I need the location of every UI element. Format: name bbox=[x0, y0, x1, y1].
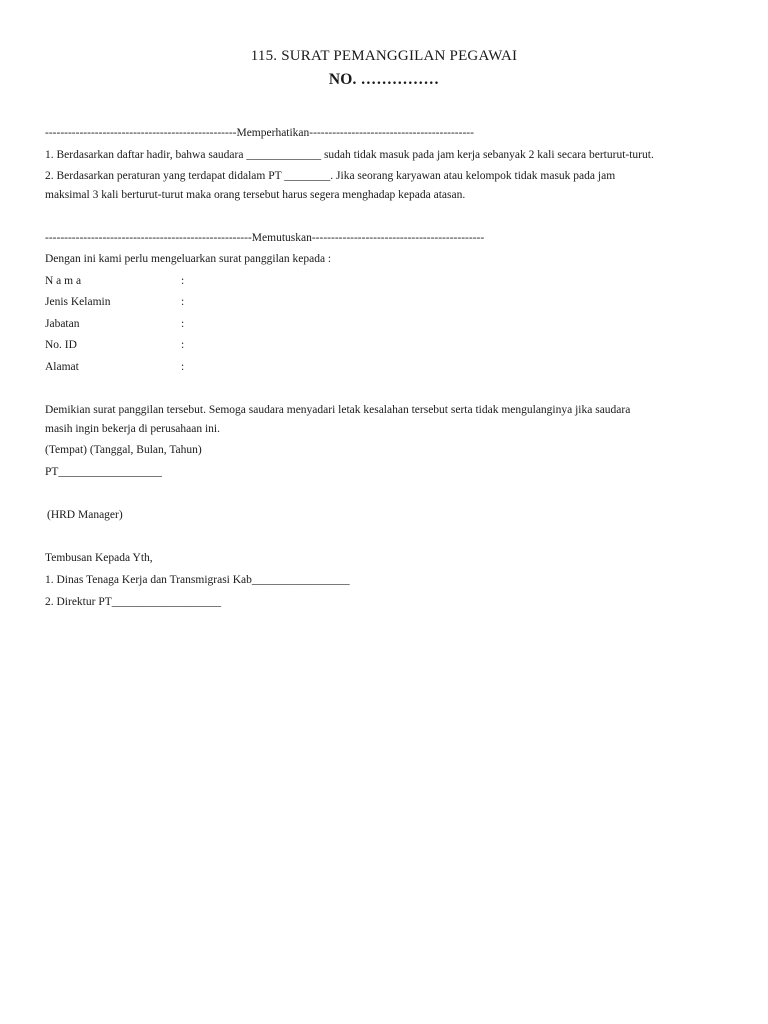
cc-item-2: 2. Direktur PT___________________ bbox=[45, 596, 222, 608]
cc-heading: Tembusan Kepada Yth, bbox=[45, 552, 153, 564]
letter-title: 115. SURAT PEMANGGILAN PEGAWAI bbox=[250, 48, 518, 64]
field-label-address: Alamat bbox=[45, 361, 79, 373]
field-label-position: Jabatan bbox=[45, 318, 80, 330]
decision-intro: Dengan ini kami perlu mengeluarkan surat panggilan kepada : bbox=[45, 253, 332, 265]
field-label-name: N a m a bbox=[45, 275, 82, 287]
field-colon-gender: : bbox=[181, 296, 185, 308]
considering-item-1: 1. Berdasarkan daftar hadir, bahwa saudara _____________ sudah tidak masuk pada jam kerja sebanyak 2 kali secara berturut-turut. bbox=[45, 149, 654, 161]
closing-line-1: Demikian surat panggilan tersebut. Semoga saudara menyadari letak kesalahan tersebut serta tidak mengulanginya jika saudara bbox=[45, 404, 631, 416]
considering-item-2-line-1: 2. Berdasarkan peraturan yang terdapat didalam PT ________. Jika seorang karyawan atau kelompok tidak masuk pada jam bbox=[45, 170, 616, 182]
cc-item-1: 1. Dinas Tenaga Kerja dan Transmigrasi Kab_________________ bbox=[45, 574, 350, 586]
signatory-title: (HRD Manager) bbox=[47, 509, 123, 521]
considering-item-2-line-2: maksimal 3 kali berturut-turut maka orang tersebut harus segera menghadap kepada atasan. bbox=[45, 189, 466, 201]
field-label-id: No. ID bbox=[45, 339, 77, 351]
field-colon-name: : bbox=[181, 275, 185, 287]
place-date: (Tempat) (Tanggal, Bulan, Tahun) bbox=[45, 444, 202, 456]
section-considering-header: --------------------------------------------------Memperhatikan------------------------------------------- bbox=[45, 127, 474, 139]
section-decide-header: ------------------------------------------------------Memutuskan--------------------------------------------- bbox=[45, 232, 485, 244]
closing-line-2: masih ingin bekerja di perusahaan ini. bbox=[45, 423, 221, 435]
field-colon-position: : bbox=[181, 318, 185, 330]
field-colon-id: : bbox=[181, 339, 185, 351]
field-colon-address: : bbox=[181, 361, 185, 373]
field-label-gender: Jenis Kelamin bbox=[45, 296, 111, 308]
letter-number: NO. …………… bbox=[328, 71, 440, 88]
company-name-line: PT__________________ bbox=[45, 466, 162, 478]
